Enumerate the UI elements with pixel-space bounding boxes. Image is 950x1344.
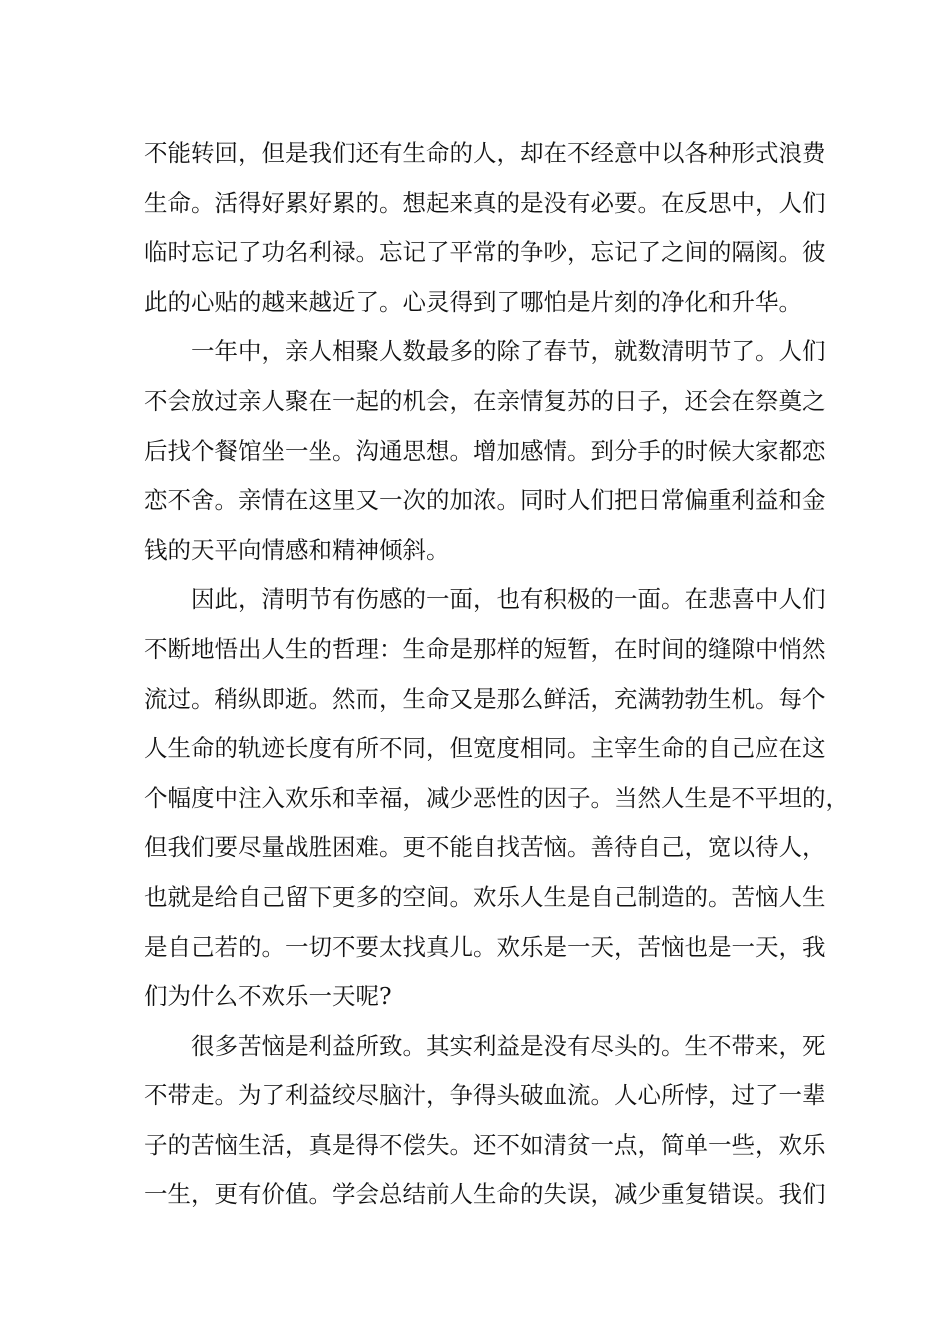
paragraph bbox=[144, 575, 849, 1021]
text-line: 不带走。为了利益绞尽脑汁，争得头破血流。人心所悖，过了一辈 bbox=[144, 1081, 826, 1110]
text-line: 一生，更有价值。学会总结前人生命的失误，减少重复错误。我们 bbox=[144, 1180, 826, 1209]
paragraph bbox=[144, 327, 824, 575]
text-line: 是自己若的。一切不要太找真儿。欢乐是一天，苦恼也是一天，我 bbox=[144, 932, 826, 961]
paragraph bbox=[144, 1022, 824, 1220]
text-line: 后找个餐馆坐一坐。沟通思想。增加感情。到分手的时候大家都恋 bbox=[144, 436, 826, 465]
text-line: 临时忘记了功名利禄。忘记了平常的争吵，忘记了之间的隔阂。彼 bbox=[144, 238, 826, 267]
text-line: 子的苦恼生活，真是得不偿失。还不如清贫一点，简单一些，欢乐 bbox=[144, 1130, 826, 1159]
text-line: 恋不舍。亲情在这里又一次的加浓。同时人们把日常偏重利益和金 bbox=[144, 486, 826, 515]
text-line: 此的心贴的越来越近了。心灵得到了哪怕是片刻的净化和升华。 bbox=[144, 287, 802, 316]
text-line: 一年中，亲人相聚人数最多的除了春节，就数清明节了。人们 bbox=[191, 337, 826, 366]
text-line: 们为什么不欢乐一天呢? bbox=[144, 982, 392, 1011]
text-line: 不断地悟出人生的哲理：生命是那样的短暂，在时间的缝隙中悄然 bbox=[144, 634, 826, 663]
text-line: 个幅度中注入欢乐和幸福，减少恶性的因子。当然人生是不平坦的， bbox=[144, 783, 849, 812]
text-line: 人生命的轨迹长度有所不同，但宽度相同。主宰生命的自己应在这 bbox=[144, 734, 826, 763]
text-line: 很多苦恼是利益所致。其实利益是没有尽头的。生不带来，死 bbox=[191, 1031, 826, 1060]
text-line: 不会放过亲人聚在一起的机会，在亲情复苏的日子，还会在祭奠之 bbox=[144, 386, 826, 415]
body-text bbox=[144, 129, 849, 1220]
text-line: 流过。稍纵即逝。然而，生命又是那么鲜活，充满勃勃生机。每个 bbox=[144, 684, 826, 713]
text-line: 也就是给自己留下更多的空间。欢乐人生是自己制造的。苦恼人生 bbox=[144, 882, 826, 911]
text-line: 钱的天平向情感和精神倾斜。 bbox=[144, 535, 450, 564]
paragraph bbox=[144, 129, 824, 327]
text-line: 不能转回，但是我们还有生命的人，却在不经意中以各种形式浪费 bbox=[144, 139, 826, 167]
text-line: 但我们要尽量战胜困难。更不能自找苦恼。善待自己，宽以待人， bbox=[144, 833, 826, 862]
text-line: 生命。活得好累好累的。想起来真的是没有必要。在反思中，人们 bbox=[144, 188, 826, 217]
text-line: 因此，清明节有伤感的一面，也有积极的一面。在悲喜中人们 bbox=[191, 585, 826, 614]
